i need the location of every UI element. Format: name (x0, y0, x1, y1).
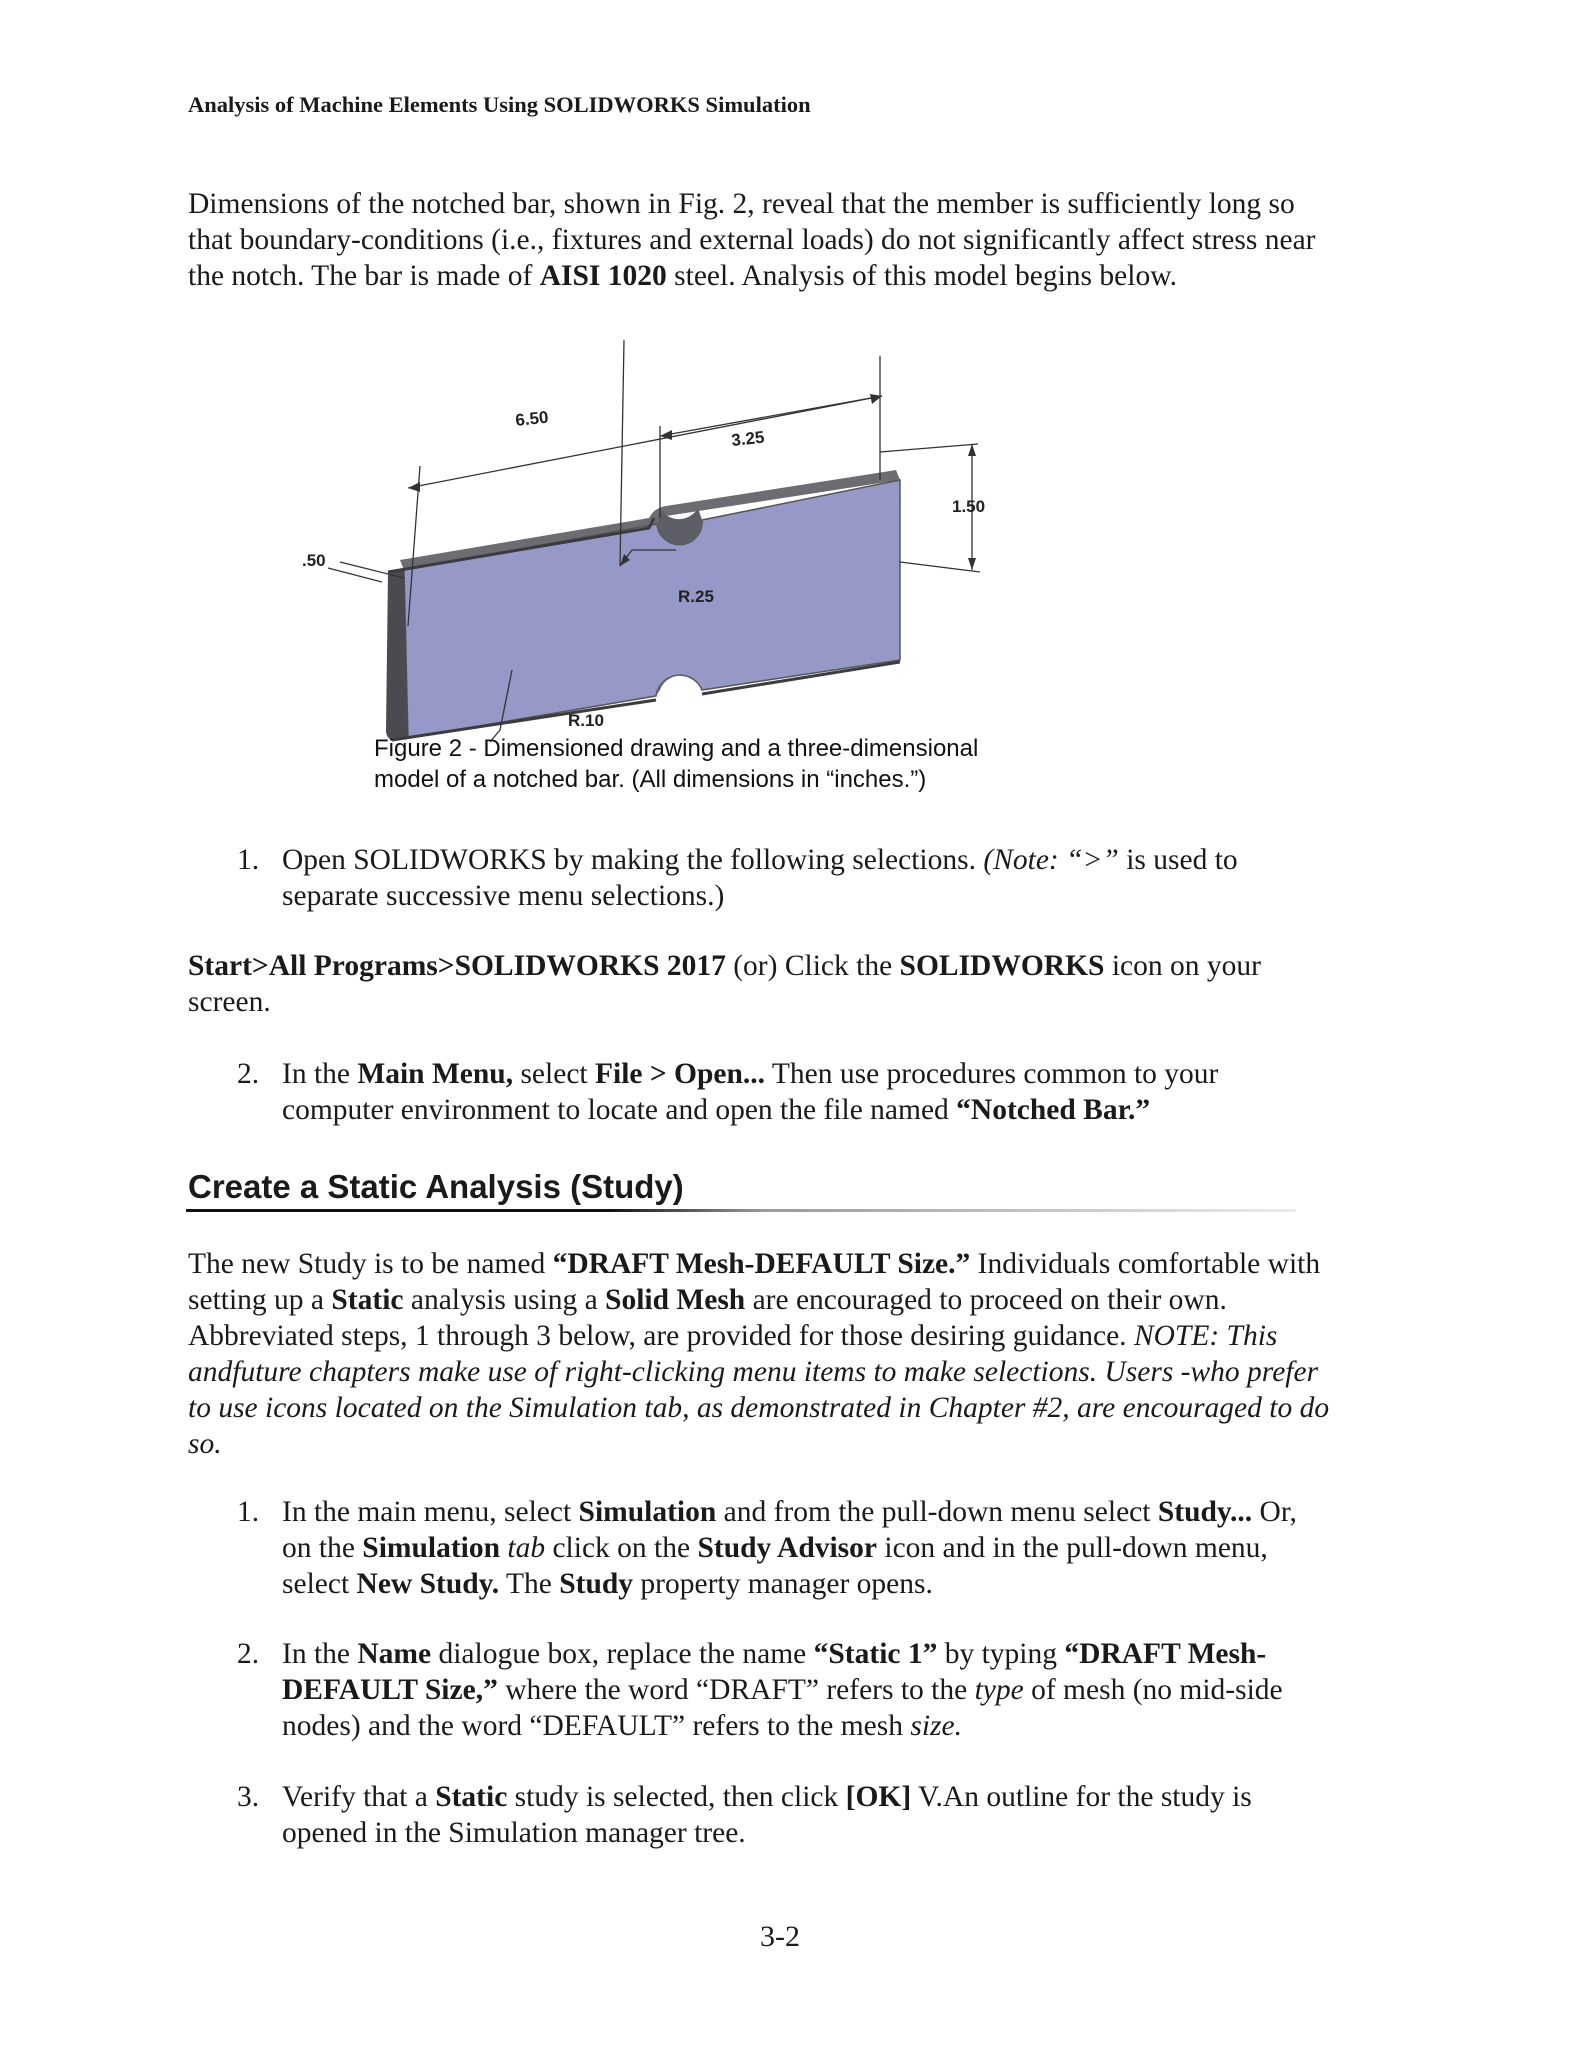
dim-length: 6.50 (514, 407, 550, 430)
dim-fillet-radius: R.10 (568, 711, 604, 730)
dim-half-length: 3.25 (730, 427, 766, 450)
start-menu-paragraph: Start>All Programs>SOLIDWORKS 2017 (or) Click the SOLIDWORKS icon on your screen. (188, 950, 1261, 1018)
caption-line-2: model of a notched bar. (All dimensions in “inches.”) (374, 766, 927, 793)
dim-height: 1.50 (952, 497, 986, 516)
section-heading: Create a Static Analysis (Study) (188, 1168, 684, 1205)
study-paragraph: The new Study is to be named “DRAFT Mesh-DEFAULT Size.” Individuals comfortable with setting up a Static analysis using a Solid Mesh are encouraged to proceed on their own. Abbreviated steps, 1 through 3 below, are provided for those desiring guidance. NOTE: This andfuture chapters make use of right-clicking menu items to make selections. Users -who prefer to use icons located on the Simulation tab, as demonstrated in Chapter #2, are encouraged to do so. (188, 1248, 1330, 1460)
notched-bar-figure (280, 340, 1040, 770)
intro-paragraph: Dimensions of the notched bar, shown in Fig. 2, reveal that the member is sufficiently long so that boundary-conditions (i.e., fixtures and external loads) do not significantly affect stress near the notch. The bar is made of AISI 1020 steel. Analysis of this model begins below. (188, 188, 1316, 292)
running-header: Analysis of Machine Elements Using SOLIDWORKS Simulation (188, 92, 811, 117)
dim-thickness: .50 (302, 551, 326, 570)
dim-notch-radius: R.25 (678, 587, 714, 606)
page-number: 3-2 (760, 1920, 800, 1953)
caption-line-1: Figure 2 - Dimensioned drawing and a three-dimensional (374, 735, 979, 762)
figure-caption (374, 733, 1074, 795)
heading-underline (186, 1209, 1296, 1212)
